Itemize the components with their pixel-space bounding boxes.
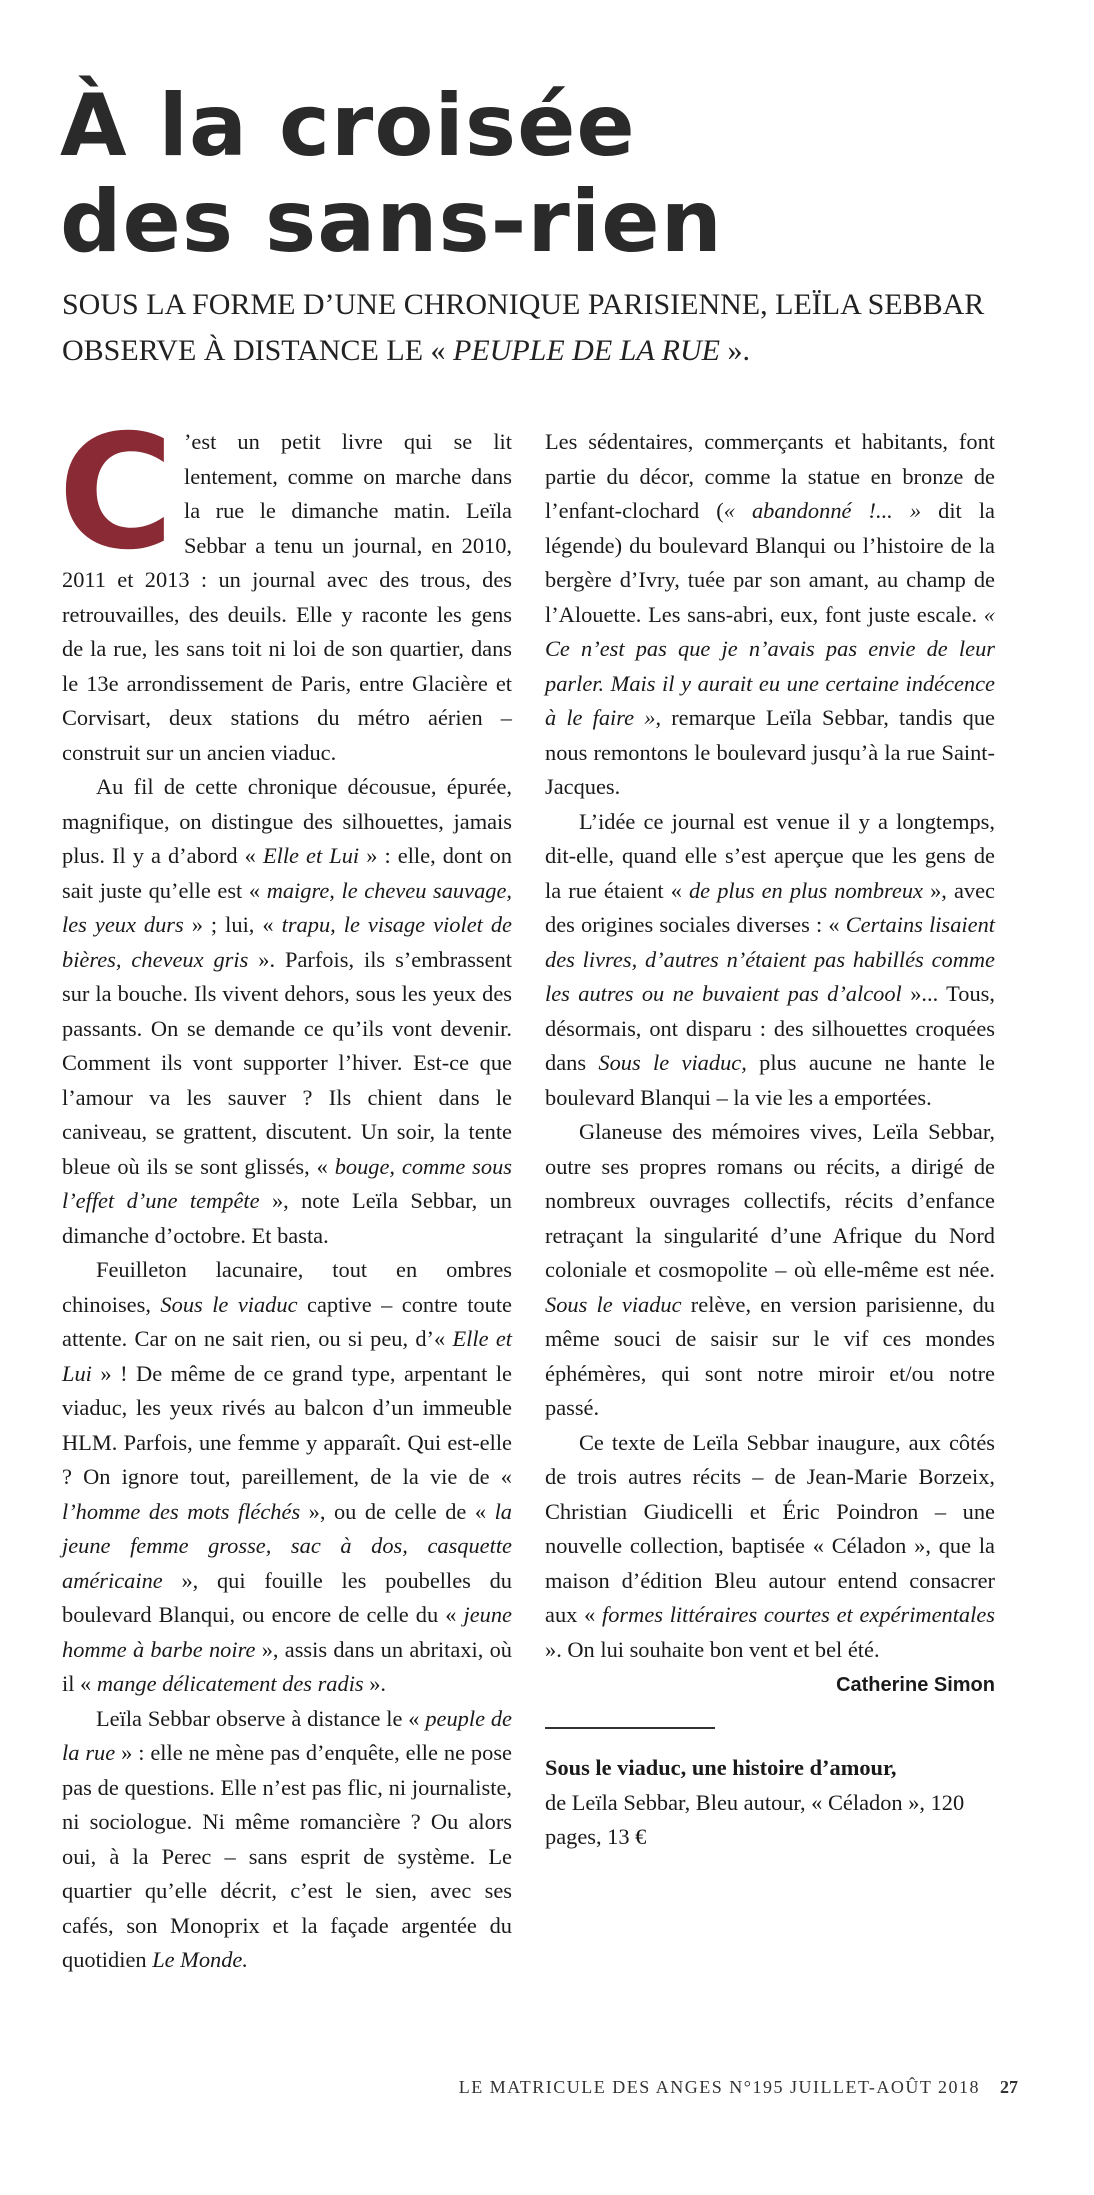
book-title: Sous le viaduc, une histoire d’amour, bbox=[545, 1755, 897, 1780]
page-number: 27 bbox=[1000, 2077, 1018, 2097]
drop-cap: C bbox=[58, 401, 174, 585]
article-subtitle bbox=[62, 282, 1042, 374]
paragraph-2: Au fil de cette chronique décousue, épurée, magnifique, on distingue des silhouettes, jamais plus. Il y a d’abord « Elle et Lui » : elle, dont on sait juste qu’elle est « maigre, le cheveu sauvage, les yeux durs » ; lui, « trapu, le visage violet de bières, cheveux gris ». Parfois, ils s’embrassent sur la bouche. Ils vivent dehors, sous les yeux des passants. On se demande ce qu’ils vont devenir. Comment ils vont supporter l’hiver. Est-ce que l’amour va les sauver ? Ils chient dans le caniveau, se grattent, discutent. Un soir, la tente bleue où ils se sont glissés, « bouge, comme sous l’effet d’une tempête », note Leïla Sebbar, un dimanche d’octobre. Et basta. bbox=[62, 774, 513, 1248]
subtitle-text: SOUS LA FORME D’UNE CHRONIQUE PARISIENNE, LEÏLA SEBBAR OBSERVE À DISTANCE LE « bbox=[62, 288, 985, 367]
subtitle-end: ». bbox=[727, 334, 750, 367]
paragraph-1: C ’est un petit livre qui se lit lentement, comme on marche dans la rue le dimanche matin. Leïla Sebbar a tenu un journal, en 2010, 2011 et 2013 : un journal avec des trous, des retrouvailles, des deuils. Elle y raconte les gens de la rue, les sans toit ni loi de son quartier, dans le 13e arrondissement de Paris, entre Glacière et Corvisart, deux stations du métro aérien – construit sur un ancien viaduc. bbox=[58, 401, 512, 765]
subtitle-italic: PEUPLE DE LA RUE bbox=[453, 334, 720, 367]
column-right bbox=[545, 425, 995, 1855]
paragraph-4-continued: Les sédentaires, commerçants et habitants, font partie du décor, comme la statue en bronze de l’enfant-clochard (« abandonné !... » dit la légende) du boulevard Blanqui ou l’histoire de la bergère d’Ivry, tuée par son amant, au champ de l’Alouette. Les sans-abri, eux, font juste escale. « Ce n’est pas que je n’avais pas envie de leur parler. Mais il y aurait eu une certaine indécence à le faire », remarque Leïla Sebbar, tandis que nous remontons le boulevard jusqu’à la rue Saint-Jacques. bbox=[545, 429, 995, 799]
title-line-2: des sans-rien bbox=[60, 172, 723, 272]
article-title bbox=[60, 78, 723, 270]
paragraph-6: Glaneuse des mémoires vives, Leïla Sebbar, outre ses propres romans ou récits, a dirigé de nombreux ouvrages collectifs, récits d’enfance retraçant la singularité d’une Afrique du Nord coloniale et cosmopolite – où elle-même est née. Sous le viaduc relève, en version parisienne, du même souci de saisir sur le vif ces mondes éphémères, qui sont notre miroir et/ou notre passé. bbox=[545, 1119, 995, 1420]
book-reference bbox=[545, 1751, 995, 1855]
page-footer bbox=[459, 2077, 1018, 2098]
author-signature: Catherine Simon bbox=[836, 1674, 995, 1696]
book-details: de Leïla Sebbar, Bleu autour, « Céladon », 120 pages, 13 € bbox=[545, 1789, 965, 1849]
paragraph-5: L’idée ce journal est venue il y a longtemps, dit-elle, quand elle s’est aperçue que les gens de la rue étaient « de plus en plus nombreux », avec des origines sociales diverses : « Certains lisaient des livres, d’autres n’étaient pas habillés comme les autres ou ne buvaient pas d’alcool »... Tous, désormais, ont disparu : des silhouettes croquées dans Sous le viaduc, plus aucune ne hante le boulevard Blanqui – la vie les a emportées. bbox=[545, 808, 995, 1110]
column-left bbox=[58, 401, 513, 1978]
paragraph-4: Leïla Sebbar observe à distance le « peuple de la rue » : elle ne mène pas d’enquête, elle ne pose pas de questions. Elle n’est pas flic, ni journaliste, ni sociologue. Ni même romancière ? Ou alors oui, à la Perec – sans esprit de système. Le quartier qu’elle décrit, c’est le sien, avec ses cafés, son Monoprix et la façade argentée du quotidien Le Monde. bbox=[62, 1705, 512, 1972]
publication-info: LE MATRICULE DES ANGES N°195 JUILLET-AOÛT 2018 bbox=[458, 2077, 980, 2097]
divider bbox=[545, 1727, 715, 1729]
title-line-1: À la croisée bbox=[60, 76, 636, 176]
paragraph-3: Feuilleton lacunaire, tout en ombres chinoises, Sous le viaduc captive – contre toute attente. Car on ne sait rien, ou si peu, d’« Elle et Lui » ! De même de ce grand type, arpentant le viaduc, les yeux rivés au balcon d’un immeuble HLM. Parfois, une femme y apparaît. Qui est-elle ? On ignore tout, pareillement, de la vie de « l’homme des mots fléchés », ou de celle de « la jeune femme grosse, sac à dos, casquette américaine », qui fouille les poubelles du boulevard Blanqui, ou encore de celle du « jeune homme à barbe noire », assis dans un abritaxi, où il « mange délicatement des radis ». bbox=[62, 1257, 513, 1696]
paragraph-7: Ce texte de Leïla Sebbar inaugure, aux côtés de trois autres récits – de Jean-Marie Borzeix, Christian Giudicelli et Éric Poindron – une nouvelle collection, baptisée « Céladon », que la maison d’édition Bleu autour entend consacrer aux « formes littéraires courtes et expérimentales ». On lui souhaite bon vent et bel été. bbox=[545, 1429, 996, 1662]
